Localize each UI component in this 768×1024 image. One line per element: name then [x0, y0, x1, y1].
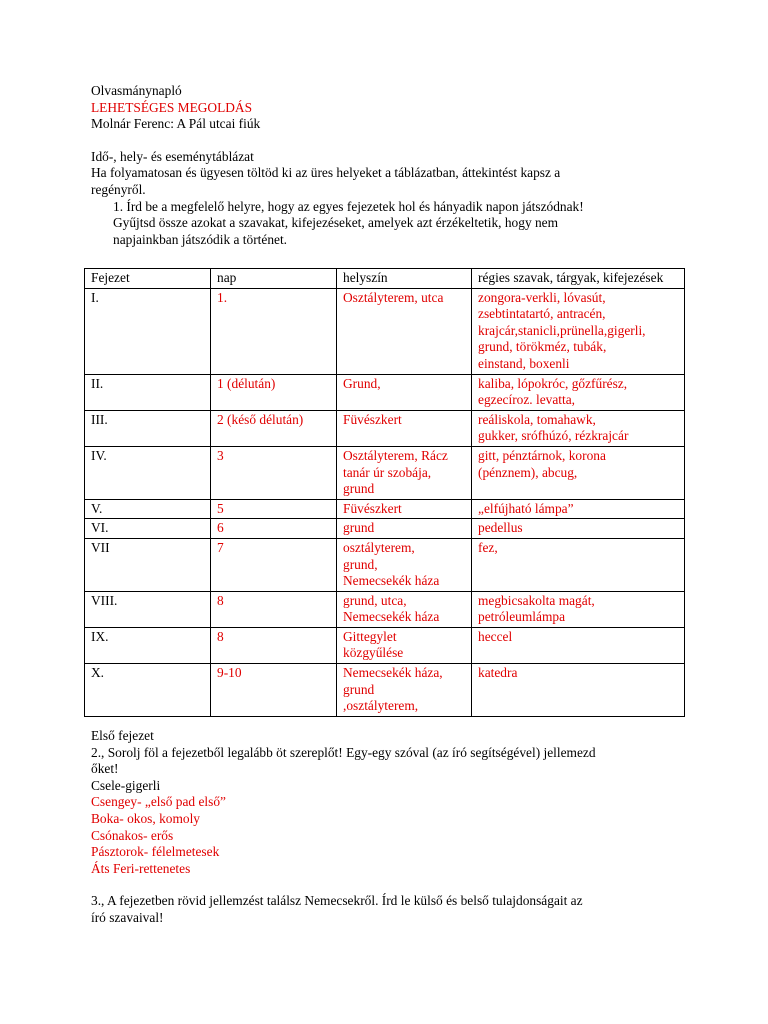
header-cell: régies szavak, tárgyak, kifejezések — [472, 269, 685, 289]
location-line: Grund, — [343, 375, 381, 391]
table-row — [85, 374, 685, 410]
location-line: Nemecsekék háza — [343, 573, 440, 589]
location-cell — [337, 410, 472, 446]
table-row — [85, 410, 685, 446]
archaic-words-line: zsebtintatartó, antracén, — [478, 306, 606, 322]
location-line: grund — [343, 481, 375, 497]
task-3-line: író szavaival! — [91, 909, 164, 925]
day-cell: 9-10 — [211, 664, 337, 717]
intro-text-line: Ha folyamatosan és ügyesen töltöd ki az üres helyeket a táblázatban, áttekintést kapsz a — [91, 165, 561, 181]
task-1-line: napjainkban játszódik a történet. — [113, 231, 288, 247]
location-cell — [337, 538, 472, 591]
location-line: Osztályterem, Rácz — [343, 447, 448, 463]
chapter-cell: X. — [85, 664, 211, 717]
task-1-line: Gyűjtsd össze azokat a szavakat, kifejezéseket, amelyek azt érzékeltetik, hogy nem — [113, 215, 559, 231]
location-cell — [337, 288, 472, 374]
chapter-cell: VII — [85, 538, 211, 591]
location-line: Gittegylet — [343, 628, 397, 644]
location-line: Füvészkert — [343, 411, 402, 427]
archaic-words-cell — [472, 519, 685, 539]
chapter-cell: VI. — [85, 519, 211, 539]
day-cell: 5 — [211, 499, 337, 519]
table-row — [85, 519, 685, 539]
archaic-words-line: krajcár,stanicli,prünella,gigerli, — [478, 322, 646, 338]
location-cell — [337, 591, 472, 627]
solution-label: LEHETSÉGES MEGOLDÁS — [91, 99, 253, 115]
location-line: tanár úr szobája, — [343, 464, 432, 480]
archaic-words-cell — [472, 374, 685, 410]
archaic-words-line: kaliba, lópokróc, gőzfűrész, — [478, 375, 628, 391]
intro-text-line: regényről. — [91, 181, 146, 197]
character-answer: Áts Feri-rettenetes — [91, 860, 191, 876]
location-cell — [337, 499, 472, 519]
archaic-words-cell — [472, 446, 685, 499]
location-cell — [337, 446, 472, 499]
archaic-words-cell — [472, 288, 685, 374]
location-line: osztályterem, — [343, 539, 415, 555]
archaic-words-line: „elfújható lámpa” — [478, 500, 574, 516]
location-line: Nemecsekék háza — [343, 609, 440, 625]
task-3-line: 3., A fejezetben rövid jellemzést találsz Nemecsekről. Írd le külső és belső tulajdonságait az — [91, 893, 583, 909]
chapter-cell: IX. — [85, 627, 211, 663]
archaic-words-cell — [472, 627, 685, 663]
task-2-line: 2., Sorolj föl a fejezetből legalább öt szereplőt! Egy-egy szóval (az író segítségével) jellemezd — [91, 744, 596, 760]
character-answer: Csónakos- erős — [91, 827, 174, 843]
character-answer: Csengey- „első pad első” — [91, 794, 226, 810]
table-row — [85, 288, 685, 374]
archaic-words-line: fez, — [478, 539, 498, 555]
section-heading: Első fejezet — [91, 728, 154, 743]
intro-heading: Idő-, hely- és eseménytáblázat — [91, 148, 254, 164]
archaic-words-line: megbicsakolta magát, — [478, 592, 595, 608]
chapter-cell: I. — [85, 288, 211, 374]
chapter-cell: V. — [85, 499, 211, 519]
location-cell — [337, 374, 472, 410]
section-2 — [91, 728, 691, 927]
table-row — [85, 499, 685, 519]
archaic-words-line: grund, törökméz, tubák, — [478, 339, 607, 355]
day-cell: 2 (késő délután) — [211, 410, 337, 446]
location-cell — [337, 519, 472, 539]
archaic-words-line: heccel — [478, 628, 513, 644]
task-2-line: őket! — [91, 761, 119, 777]
archaic-words-line: pedellus — [478, 520, 523, 536]
day-cell: 3 — [211, 446, 337, 499]
location-line: Osztályterem, utca — [343, 289, 444, 305]
chapter-cell: III. — [85, 410, 211, 446]
table-row — [85, 627, 685, 663]
task-1-line: 1. Írd be a megfelelő helyre, hogy az egyes fejezetek hol és hányadik napon játszódnak! — [113, 198, 584, 214]
day-cell: 6 — [211, 519, 337, 539]
day-cell: 8 — [211, 591, 337, 627]
location-line: Füvészkert — [343, 500, 402, 516]
location-line: Nemecsekék háza, — [343, 665, 443, 681]
table-row — [85, 446, 685, 499]
day-cell: 1. — [211, 288, 337, 374]
archaic-words-line: petróleumlámpa — [478, 609, 566, 625]
document-title: Olvasmánynapló — [91, 83, 182, 98]
day-cell: 1 (délután) — [211, 374, 337, 410]
archaic-words-cell — [472, 499, 685, 519]
archaic-words-line: zongora-verkli, lóvasút, — [478, 289, 606, 305]
chapter-cell: VIII. — [85, 591, 211, 627]
chapter-table — [84, 268, 685, 717]
archaic-words-line: (pénznem), abcug, — [478, 464, 578, 480]
character-answer: Boka- okos, komoly — [91, 810, 200, 826]
archaic-words-cell — [472, 538, 685, 591]
archaic-words-cell — [472, 591, 685, 627]
archaic-words-line: reáliskola, tomahawk, — [478, 411, 596, 427]
archaic-words-cell — [472, 410, 685, 446]
chapter-cell: II. — [85, 374, 211, 410]
book-title: Molnár Ferenc: A Pál utcai fiúk — [91, 116, 261, 132]
location-line: közgyűlése — [343, 645, 404, 661]
character-answer: Pásztorok- félelmetesek — [91, 844, 220, 860]
table-row — [85, 538, 685, 591]
archaic-words-cell — [472, 664, 685, 717]
archaic-words-line: katedra — [478, 665, 518, 681]
header-cell: Fejezet — [85, 269, 211, 289]
archaic-words-line: gukker, srófhúzó, rézkrajcár — [478, 428, 629, 444]
location-line: grund — [343, 681, 375, 697]
header-cell: nap — [211, 269, 337, 289]
example-answer: Csele-gigerli — [91, 777, 161, 793]
archaic-words-line: egzecíroz. levatta, — [478, 392, 576, 408]
location-line: grund, — [343, 556, 378, 572]
location-cell — [337, 664, 472, 717]
location-cell — [337, 627, 472, 663]
table-row — [85, 591, 685, 627]
location-line: grund — [343, 520, 375, 536]
chapter-cell: IV. — [85, 446, 211, 499]
answer-list — [91, 794, 691, 877]
document-header — [91, 83, 691, 248]
table-header-row — [85, 269, 685, 289]
location-line: grund, utca, — [343, 592, 407, 608]
archaic-words-line: einstand, boxenli — [478, 355, 570, 371]
header-cell: helyszín — [337, 269, 472, 289]
table-row — [85, 664, 685, 717]
day-cell: 8 — [211, 627, 337, 663]
location-line: ,osztályterem, — [343, 698, 419, 714]
day-cell: 7 — [211, 538, 337, 591]
archaic-words-line: gitt, pénztárnok, korona — [478, 447, 606, 463]
